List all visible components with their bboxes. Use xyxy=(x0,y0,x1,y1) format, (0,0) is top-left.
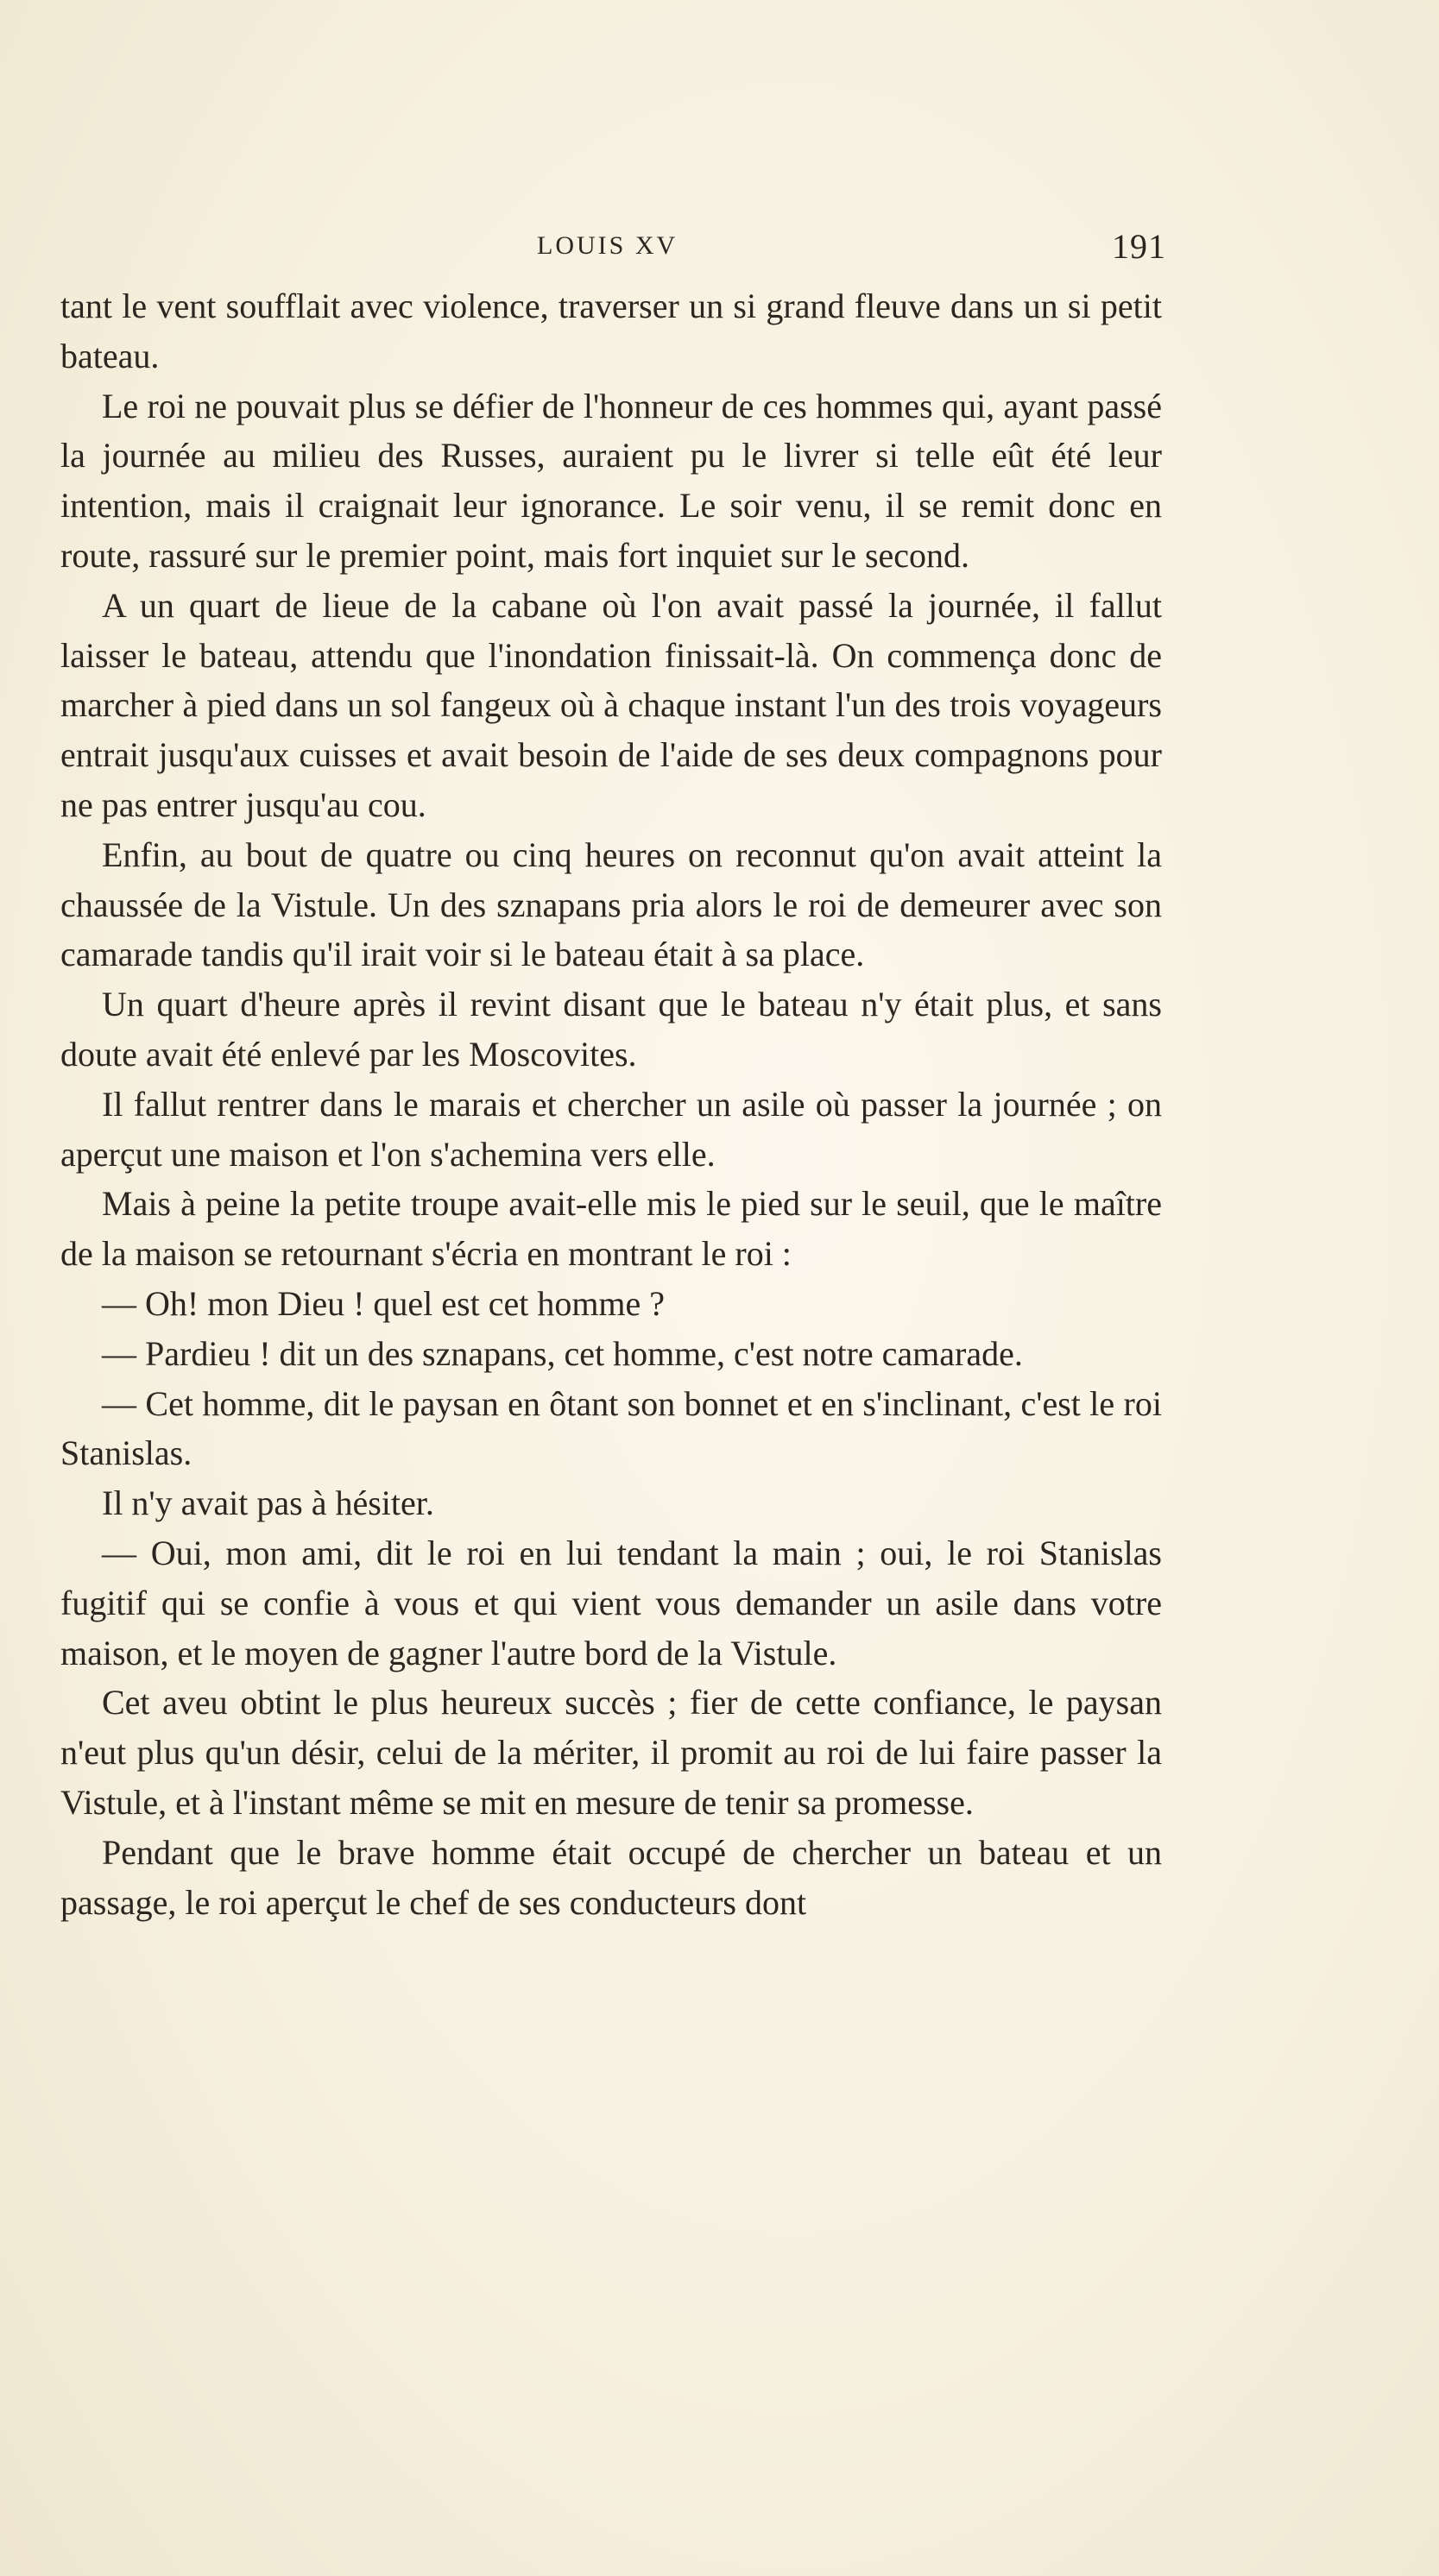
paragraph: Cet aveu obtint le plus heureux succès ; fier de cette confiance, le paysan n'eut plus qu'un désir, celui de la mériter, il promit au roi de lui faire passer la Vistule, et à l'instant même se mit en mesure de tenir sa promesse. xyxy=(60,1683,1162,1822)
paragraph: Le roi ne pouvait plus se défier de l'honneur de ces hommes qui, ayant passé la journée au milieu des Russes, auraient pu le livrer si telle eût été leur intention, mais il craignait leur ignorance. Le soir venu, il se remit donc en route, rassuré sur le premier point, mais fort inquiet sur le second. xyxy=(60,386,1162,575)
paragraph: — Pardieu ! dit un des sznapans, cet homme, c'est notre camarade. xyxy=(102,1333,1023,1373)
paragraph: Pendant que le brave homme était occupé de chercher un bateau et un passage, le roi aperçut le chef de ses conducteurs dont xyxy=(60,1832,1162,1922)
paragraph: tant le vent soufflait avec violence, traverser un si grand fleuve dans un si petit bateau. xyxy=(60,287,1162,375)
paragraph: — Cet homme, dit le paysan en ôtant son bonnet et en s'inclinant, c'est le roi Stanislas. xyxy=(60,1383,1162,1473)
page-number: 191 xyxy=(1112,227,1166,266)
running-head xyxy=(60,226,1165,269)
paragraph: Enfin, au bout de quatre ou cinq heures on reconnut qu'on avait atteint la chaussée de la Vistule. Un des sznapans pria alors le roi de demeurer avec son camarade tandis qu'il irait voir si le bateau était à sa place. xyxy=(60,835,1162,974)
running-title: LOUIS XV xyxy=(537,231,678,260)
paragraph: Mais à peine la petite troupe avait-elle mis le pied sur le seuil, que le maître de la maison se retournant s'écria en montrant le roi : xyxy=(60,1184,1162,1274)
paragraph: — Oh! mon Dieu ! quel est cet homme ? xyxy=(102,1283,666,1323)
paragraph: Un quart d'heure après il revint disant que le bateau n'y était plus, et sans doute avait été enlevé par les Moscovites. xyxy=(60,985,1162,1074)
paragraph: A un quart de lieue de la cabane où l'on avait passé la journée, il fallut laisser le bateau, attendu que l'inondation finissait-là. On commença donc de marcher à pied dans un sol fangeux où à chaque instant l'un des trois voyageurs entrait jusqu'aux cuisses et avait besoin de l'aide de ses deux compagnons pour ne pas entrer jusqu'au cou. xyxy=(60,585,1162,824)
paragraph: — Oui, mon ami, dit le roi en lui tendant la main ; oui, le roi Stanislas fugitif qui se confie à vous et qui vient vous demander un asile dans votre maison, et le moyen de gagner l'autre bord de la Vistule. xyxy=(60,1533,1162,1672)
paragraph: Il fallut rentrer dans le marais et chercher un asile où passer la journée ; on aperçut une maison et l'on s'achemina vers elle. xyxy=(60,1084,1162,1174)
paragraph: Il n'y avait pas à hésiter. xyxy=(102,1483,434,1523)
body-text xyxy=(60,281,1162,1927)
